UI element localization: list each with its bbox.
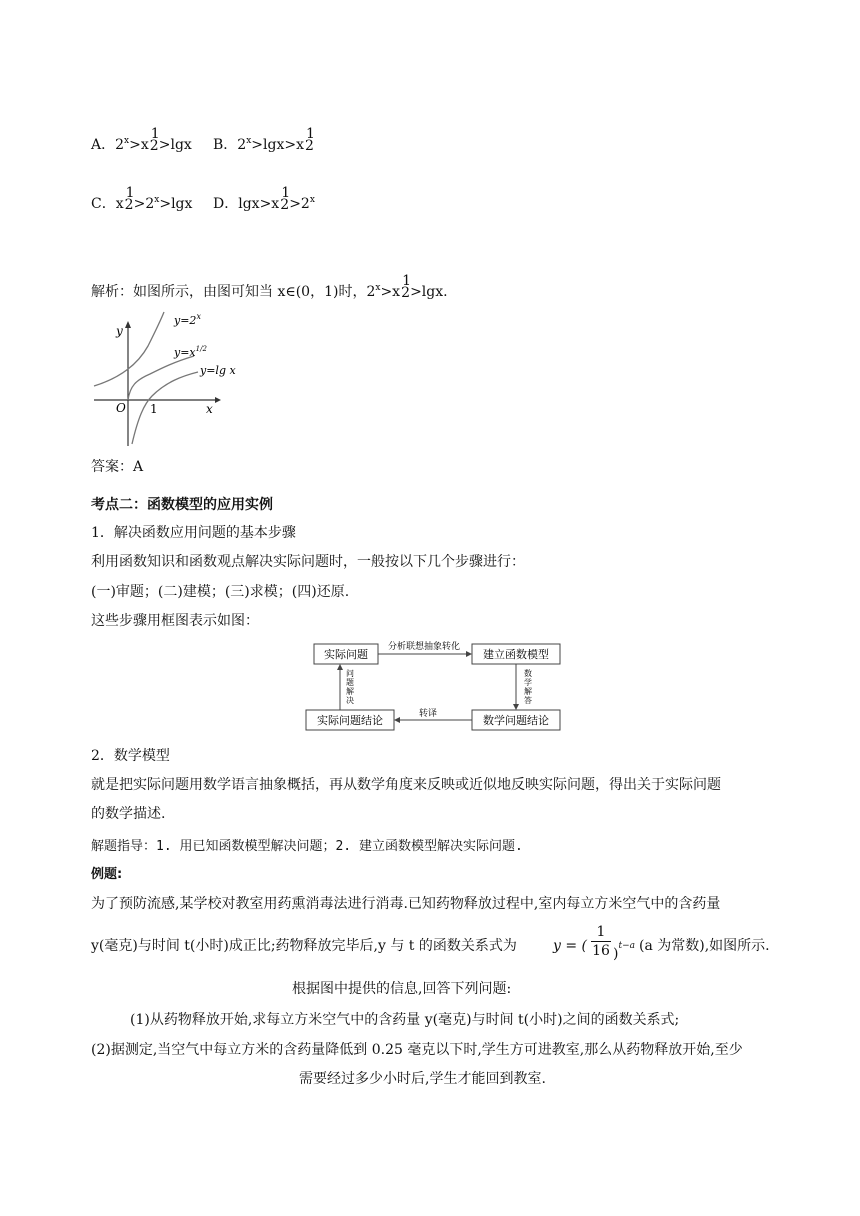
arrow-left-label-1: 问 xyxy=(346,669,354,678)
box-bottom-left-label: 实际问题结论 xyxy=(317,714,383,727)
origin-label: O xyxy=(116,401,126,415)
flow-intro: 这些步骤用框图表示如图： xyxy=(91,613,259,629)
box-top-right-label: 建立函数模型 xyxy=(483,648,549,661)
guide-text: 解题指导：1. 用已知函数模型解决问题；2. 建立函数模型解决实际问题. xyxy=(91,839,523,854)
tick-one-label: 1 xyxy=(150,402,158,416)
curve-sqrt xyxy=(128,356,194,400)
steps-list: (一)审题；(二)建模；(三)求模；(四)还原. xyxy=(91,584,350,600)
question-2-line-2: 需要经过多少小时后,学生才能回到教室. xyxy=(299,1071,546,1087)
option-c: C．x 1 2 $>2^x>\lg x$ xyxy=(91,185,193,213)
formula-fraction: 1 16 xyxy=(592,924,610,959)
option-b: B．$2^x>\lg x>x$ 1 2 xyxy=(213,126,315,154)
step-heading: 1．解决函数应用问题的基本步骤 xyxy=(91,525,296,541)
model-text-2: 的数学描述. xyxy=(91,806,166,822)
arrow-top-head xyxy=(466,651,472,657)
example-line-2: y(毫克)与时间 t(小时)成正比;药物释放完毕后,y 与 t 的函数关系式为 xyxy=(91,938,517,954)
option-a: A．$2^x>x$ 1 2 >lgx xyxy=(91,126,192,154)
arrow-right-label-3: 解 xyxy=(524,687,532,696)
arrow-top-label: 分析联想抽象转化 xyxy=(387,642,461,652)
option-d: D．lgx>x 1 2 $>2^x$ xyxy=(213,185,315,213)
arrow-bottom-head xyxy=(394,717,400,723)
model-heading: 2．数学模型 xyxy=(91,748,170,764)
curve-log xyxy=(132,372,198,444)
flowchart xyxy=(300,636,570,736)
arrow-bottom-label: 转译 xyxy=(418,709,438,719)
question-1: (1)从药物释放开始,求每立方米空气中的含药量 y(毫克)与时间 t(小时)之间的函数关系式; xyxy=(130,1012,680,1028)
arrow-left-label-2: 题 xyxy=(346,678,354,687)
example-line-3: 根据图中提供的信息,回答下列问题: xyxy=(292,981,512,997)
arrow-left-label-4: 决 xyxy=(346,696,354,705)
curve-exponential-label: $y=2^x$ xyxy=(174,312,201,327)
curve-sqrt-label: $y=x^{1/2}$ xyxy=(174,345,207,359)
box-bottom-right-label: 数学问题结论 xyxy=(483,714,549,727)
y-axis-arrow xyxy=(125,321,131,328)
arrow-left-label-3: 解 xyxy=(346,687,354,696)
arrow-right-label-1: 数 xyxy=(524,669,532,678)
box-top-left-label: 实际问题 xyxy=(324,648,368,661)
example-label: 例题: xyxy=(91,867,123,882)
fraction-bar xyxy=(591,941,611,942)
step-intro: 利用函数知识和函数观点解决实际问题时，一般按以下几个步骤进行： xyxy=(91,554,525,570)
curve-log-label: y=lg x xyxy=(200,364,236,377)
curve-exponential xyxy=(94,312,164,386)
analysis-line: 解析：如图所示，由图可知当 x∈(0，1)时，$2^x>x$ 1 2 >lgx. xyxy=(91,273,448,301)
answer: 答案：A xyxy=(91,459,144,475)
y-axis-label: y xyxy=(116,324,123,338)
section-title: 考点二：函数模型的应用实例 xyxy=(91,497,273,513)
arrow-right-label-4: 答 xyxy=(524,696,532,705)
example-line-1: 为了预防流感,某学校对教室用药熏消毒法进行消毒.已知药物释放过程中,室内每立方米空气中的含药量 xyxy=(91,896,721,912)
question-2-line-1: (2)据测定,当空气中每立方米的含药量降低到 0.25 毫克以下时,学生方可进教室,那么从药物释放开始,至少 xyxy=(91,1042,743,1058)
formula: y = ( xyxy=(553,938,588,954)
example-line-2-tail: (a 为常数),如图所示. xyxy=(639,938,770,954)
arrow-left-head xyxy=(337,664,343,670)
x-axis-arrow xyxy=(215,397,221,403)
arrow-right-head xyxy=(513,704,519,710)
x-axis-label: x xyxy=(206,402,213,416)
function-graph xyxy=(90,306,260,448)
model-text-1: 就是把实际问题用数学语言抽象概括，再从数学角度来反映或近似地反映实际问题，得出关于实际问题 xyxy=(91,777,721,793)
formula-close: )$^{t-a}$ xyxy=(613,941,635,962)
arrow-right-label-2: 学 xyxy=(524,678,532,687)
